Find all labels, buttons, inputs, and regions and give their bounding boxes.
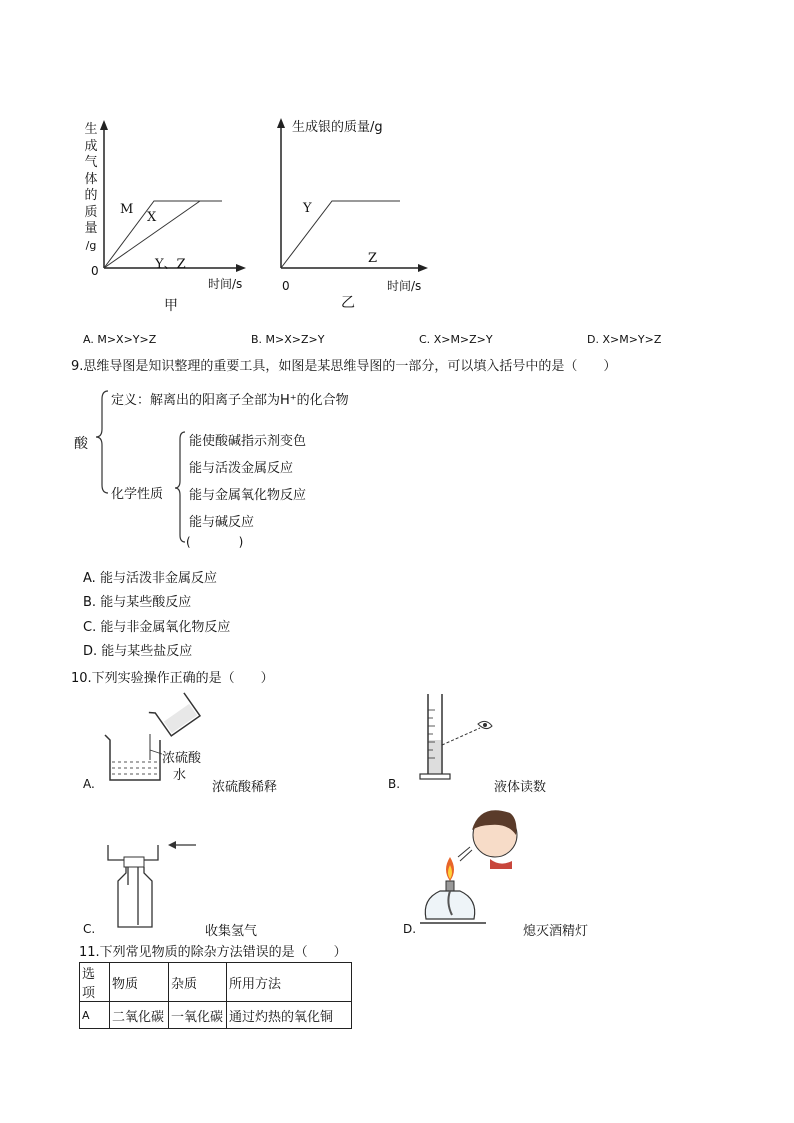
inflow-arrow-icon <box>168 841 176 849</box>
stopper-icon <box>124 857 144 867</box>
q9-option-d[interactable] <box>83 640 192 659</box>
option-caption: 浓硫酸稀释 <box>212 780 278 795</box>
table-row <box>80 1002 352 1029</box>
properties-brace <box>175 432 185 542</box>
property-item: 能与金属氧化物反应 <box>189 488 307 503</box>
line-z-label: Z <box>368 251 378 266</box>
beaker-icon <box>105 735 160 780</box>
lamp-body-icon <box>425 891 474 919</box>
option-letter: B. <box>388 777 401 791</box>
table-header-row <box>80 963 352 1002</box>
property-item: 能与碱反应 <box>189 515 255 530</box>
y-label-char: /g <box>85 238 97 252</box>
breath-lines <box>458 847 472 861</box>
x-axis-arrow-icon <box>418 264 428 272</box>
option-text: 能与某些盐反应 <box>101 644 193 659</box>
option-letter: B. <box>83 595 97 610</box>
property-item: 能与活泼金属反应 <box>189 461 294 476</box>
option-text: 能与活泼非金属反应 <box>99 571 217 586</box>
property-item: 能使酸碱指示剂变色 <box>189 434 307 449</box>
q10-stem: 10.下列实验操作正确的是（ ） <box>71 671 274 686</box>
water-level-icon <box>112 762 158 774</box>
option-text: M>X>Z>Y <box>265 333 325 346</box>
option-letter: D. <box>83 644 98 659</box>
option-letter: C. <box>419 333 431 346</box>
y-label-char: 量 <box>84 221 98 236</box>
option-letter: A. <box>83 333 94 346</box>
q9-option-a[interactable] <box>83 567 217 586</box>
line-y <box>281 201 400 268</box>
shirt-icon <box>490 859 512 869</box>
x-axis-label: 时间/s <box>387 279 422 293</box>
option-text: X>M>Y>Z <box>602 333 662 346</box>
q9-stem: 9.思维导图是知识整理的重要工具，如图是某思维导图的一部分，可以填入括号中的是（ ） <box>71 359 617 374</box>
table-cell: A <box>80 1002 110 1029</box>
q9-option-b[interactable] <box>83 591 191 610</box>
graph-caption: 甲 <box>164 298 178 314</box>
mind-map-root: 酸 <box>74 436 88 452</box>
option-text: 能与某些酸反应 <box>100 595 192 610</box>
mind-map-properties-label: 化学性质 <box>111 487 164 502</box>
graph-caption: 乙 <box>341 295 355 311</box>
option-caption: 液体读数 <box>494 780 547 795</box>
y-label-char: 气 <box>84 155 98 170</box>
bottle-icon <box>118 867 152 927</box>
y-axis-arrow-icon <box>100 120 108 130</box>
line-x-label: X <box>147 210 157 225</box>
option-letter: A. <box>83 571 96 586</box>
option-caption: 熄灭酒精灯 <box>523 924 589 939</box>
y-axis-arrow-icon <box>277 118 285 128</box>
q8-option-c[interactable] <box>419 333 493 346</box>
y-label-char: 体 <box>84 171 98 187</box>
table-header-cell: 物质 <box>110 963 169 1002</box>
line-yz-label: Y、Z <box>155 257 186 272</box>
y-label-char: 生 <box>84 122 98 137</box>
option-letter: A. <box>83 777 95 791</box>
option-letter: D. <box>403 922 417 936</box>
mind-map-brackets <box>90 385 200 555</box>
q11-stem: 11.下列常见物质的除杂方法错误的是（ ） <box>79 945 347 960</box>
option-text: M>X>Y>Z <box>97 333 157 346</box>
wick-holder-icon <box>446 881 454 891</box>
table-header-cell: 选项 <box>80 963 110 1002</box>
root-brace <box>96 391 108 493</box>
y-label-char: 质 <box>84 204 98 220</box>
table-header-cell: 所用方法 <box>227 963 352 1002</box>
property-blank: ( ) <box>186 535 244 549</box>
alcohol-lamp-illustration <box>420 795 530 935</box>
option-caption: 收集氢气 <box>205 924 258 939</box>
q8-option-d[interactable] <box>587 333 661 346</box>
y-label-char: 成 <box>84 138 98 154</box>
option-text: 能与非金属氧化物反应 <box>100 620 231 635</box>
option-letter: B. <box>251 333 263 346</box>
option-letter: C. <box>83 922 96 936</box>
cylinder-illustration <box>410 690 520 785</box>
option-letter: C. <box>83 620 97 635</box>
table-cell: 一氧化碳 <box>169 1002 227 1029</box>
cylinder-base <box>420 774 450 779</box>
x-axis-arrow-icon <box>236 264 246 272</box>
table-header-cell: 杂质 <box>169 963 227 1002</box>
gas-bottle-illustration <box>100 835 210 935</box>
origin-label: 0 <box>282 279 290 293</box>
y-label-char: 的 <box>84 188 98 203</box>
table-cell: 二氧化碳 <box>110 1002 169 1029</box>
graph-yi-svg <box>260 112 460 312</box>
pouring-beaker-icon <box>149 690 200 739</box>
label-acid: 浓硫酸 <box>162 751 202 766</box>
dilution-illustration <box>100 690 210 785</box>
x-axis-label: 时间/s <box>208 277 243 291</box>
liquid-icon <box>429 740 441 774</box>
line-m-label: M <box>120 202 134 217</box>
y-axis-label: 生成银的质量/g <box>292 120 383 135</box>
line-y-label: Y <box>303 201 312 216</box>
mind-map-definition: 定义：解离出的阳离子全部为H⁺的化合物 <box>111 393 349 408</box>
sightline <box>442 728 480 745</box>
label-water: 水 <box>173 768 187 783</box>
option-text: X>M>Z>Y <box>433 333 493 346</box>
q8-option-a[interactable] <box>83 333 156 346</box>
q9-option-c[interactable] <box>83 616 230 635</box>
table-cell: 通过灼热的氧化铜 <box>227 1002 352 1029</box>
q8-option-b[interactable] <box>251 333 324 346</box>
origin-label: 0 <box>91 264 99 278</box>
q11-table <box>79 962 352 1029</box>
option-letter: D. <box>587 333 599 346</box>
y-axis-label <box>82 122 100 254</box>
